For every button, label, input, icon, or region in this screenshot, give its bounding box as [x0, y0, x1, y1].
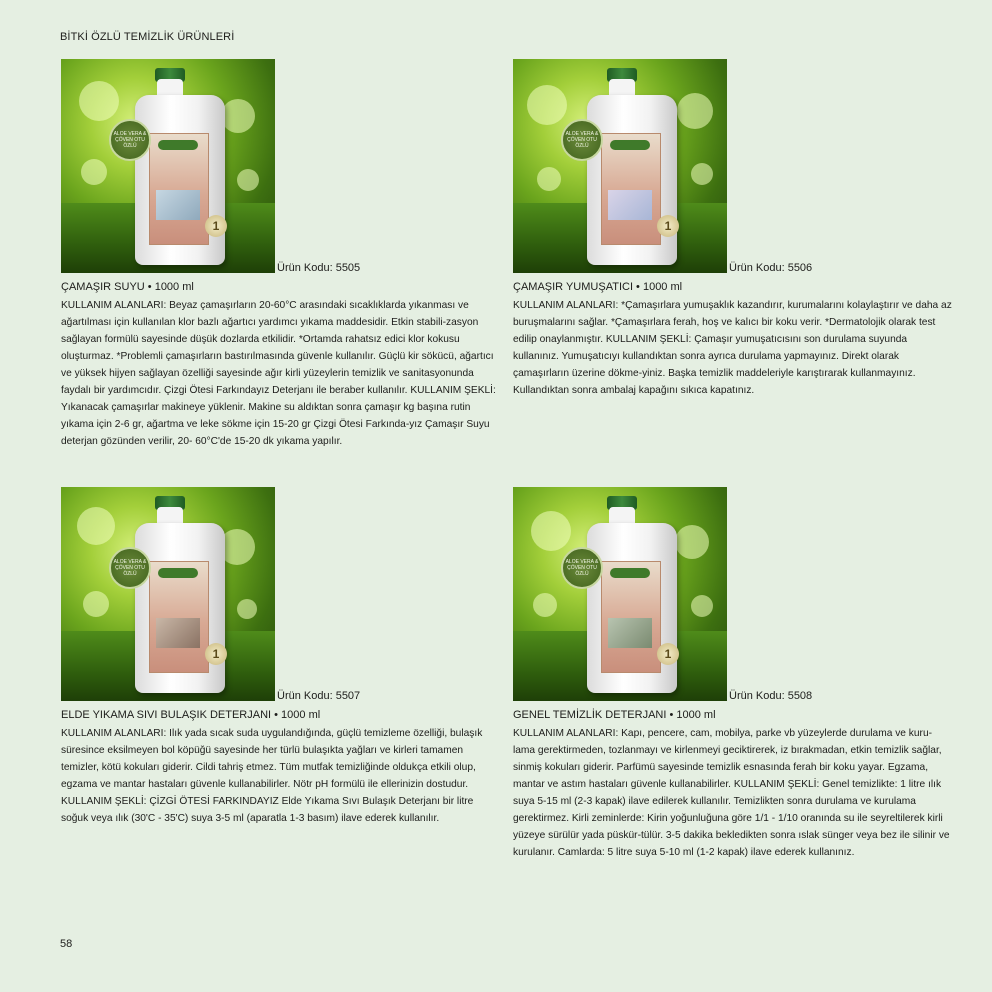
product-title: GENEL TEMİZLİK DETERJANI • 1000 ml — [513, 709, 716, 721]
product-title: ELDE YIKAMA SIVI BULAŞIK DETERJANI • 1000 ml — [61, 709, 321, 721]
herbal-badge: ALOE VERA & ÇÖVEN OTU ÖZLÜ — [561, 547, 603, 589]
product-description: KULLANIM ALANLARI: Ilık yada sıcak suda uygulandığında, güçlü temizleme özelliği, bulaşık süresince eksilmeyen bol köpüğü sayesinde her türlü bulaşıkta yağları ve kirleri tamamen temizler, kötü kokuları giderir. Cildi tahriş etmez. Tüm mutfak temizliğinde oldukça etkili olup, egzama ve mantar hastaları güvenle kullanabilirler. Nötr pH formülü ile ellerinizin dostudur. KULLANIM ŞEKLİ: ÇİZGİ ÖTESİ FARKINDAYIZ Elde Yıkama Sıvı Bulaşık Deterjanı bir litre soğuk veya ılık (30'C - 35'C) suya 3-5 ml (aparatla 1-3 basım) ilave ederek kullanılır. — [61, 728, 483, 824]
herbal-badge: ALOE VERA & ÇÖVEN OTU ÖZLÜ — [109, 119, 151, 161]
product-card — [61, 59, 501, 450]
page-header: BİTKİ ÖZLÜ TEMİZLİK ÜRÜNLERİ — [60, 31, 235, 43]
product-card — [513, 59, 953, 399]
herbal-badge: ALOE VERA & ÇÖVEN OTU ÖZLÜ — [561, 119, 603, 161]
page-number: 58 — [60, 938, 73, 950]
product-title: ÇAMAŞIR SUYU • 1000 ml — [61, 281, 194, 293]
product-code: Ürün Kodu: 5508 — [729, 690, 813, 702]
product-title: ÇAMAŞIR YUMUŞATICI • 1000 ml — [513, 281, 683, 293]
product-description: KULLANIM ALANLARI: *Çamaşırlara yumuşaklık kazandırır, kurumalarını kolaylaştırır ve daha az buruşmalarını sağlar. *Çamaşırlara ferah, hoş ve kalıcı bir koku verir. *Dermatolojik olarak test edilip onaylanmıştır. KULLANIM ŞEKLİ: Çamaşır yumuşatıcısını son durulama suyunda kullanınız. Yumuşatıcıyı kullandıktan sonra ayrıca durulama yapmayınız. Direkt olarak çamaşırların üzerine dökme-yiniz. Başka temizlik maddeleriyle karıştırarak kullanmayınız. Kullandıktan sonra ambalaj kapağını sıkıca kapatınız. — [513, 300, 952, 396]
product-photo — [513, 59, 727, 273]
number-mark: 1 — [205, 643, 227, 665]
herbal-badge: ALOE VERA & ÇÖVEN OTU ÖZLÜ — [109, 547, 151, 589]
product-photo — [61, 59, 275, 273]
number-mark: 1 — [657, 643, 679, 665]
number-mark: 1 — [657, 215, 679, 237]
product-card — [513, 487, 953, 861]
product-description: KULLANIM ALANLARI: Kapı, pencere, cam, mobilya, parke vb yüzeylerde durulama ve kuru-lama gerektirmeden, tozlanmayı ve kirlenmeyi geciktirerek, iz bırakmadan, etkin temizlik sağlar, sinmiş kokuları giderir. Parfümü sayesinde temizlik esnasında ferah bir koku yayar. Egzama, mantar ve astım hastaları güvenle kullanabilirler. KULLANIM ŞEKLİ: Genel temizlikte: 1 litre ılık suya 5-15 ml (2-3 kapak) ilave edilerek kullanılır. Temizlikten sonra durulama ve kurulama gerektirmez. Kirli zeminlerde: Kirin yoğunluğuna göre 1/1 - 1/10 oranında su ile seyreltilerek kirli yüzeye sürülür yada püskür-tülür. 3-5 dakika bekledikten sonra ıslak sünger veya bez ile silinir ve kurulanır. Camlarda: 5 litre suya 5-10 ml (1-2 kapak) ilave ederek kullanınız. — [513, 728, 950, 858]
product-photo — [61, 487, 275, 701]
product-description: KULLANIM ALANLARI: Beyaz çamaşırların 20-60°C arasındaki sıcaklıklarda yıkanması ve ağartılması için kullanılan klor bazlı ağartıcı yardımcı yıkama maddesidir. Etkin stabili-zasyon sağlayan formülü sayesinde düşük dozlarda etkilidir. *Ortamda rahatsız edici klor kokusu oluşturmaz. *Problemli çamaşırların bastırılmasında güvenle kullanılır. Güçlü kir sökücü, ağartıcı ve yüksek hijyen sağlayan özelliği sayesinde ağır kirli yüzeylerin temizlik ve sanitasyonunda faydalı bir yardımcıdır. Çizgi Ötesi Farkındayız Deterjanı ile beraber kullanılır. KULLANIM ŞEKLİ: Yıkanacak çamaşırlar makineye yüklenir. Makine su aldıktan sonra çamaşır kg başına rutin yıkama için 2-6 gr, ağartma ve leke sökme için 15-20 gr Çizgi Ötesi Farkında-yız Çamaşır Suyu deterjan gözünden verilir, 20- 60°C'de 15-20 dk yıkama yapılır. — [61, 300, 496, 447]
number-mark: 1 — [205, 215, 227, 237]
product-photo — [513, 487, 727, 701]
product-code: Ürün Kodu: 5507 — [277, 690, 361, 702]
product-code: Ürün Kodu: 5505 — [277, 262, 361, 274]
product-code: Ürün Kodu: 5506 — [729, 262, 813, 274]
product-card — [61, 487, 501, 827]
